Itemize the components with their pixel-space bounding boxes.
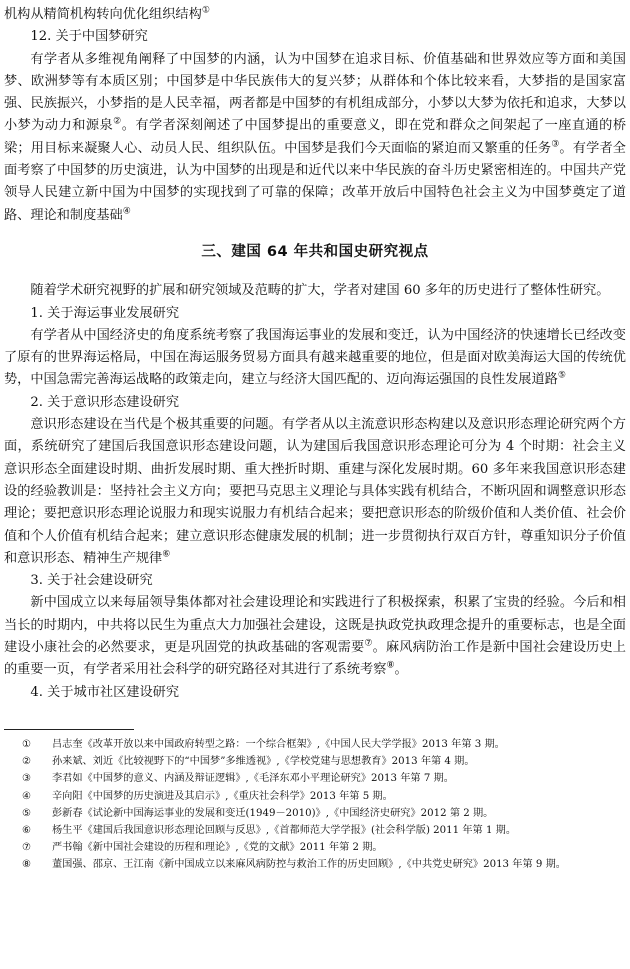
footnote-ref[interactable]: ⑦ <box>364 638 373 649</box>
subsection-title-3: 3. 关于社会建设研究 <box>30 573 153 589</box>
footnote-text: 辛向阳《中国梦的历史演进及其启示》,《重庆社会科学》2013 年第 5 期。 <box>52 790 393 802</box>
footnote-text: 孙来斌、刘近《比较视野下的“中国梦”多维透视》,《学校党建与思想教育》2013 年第 4 期。 <box>52 756 475 768</box>
footnote-ref[interactable]: ⑤ <box>557 371 566 382</box>
footnote-item <box>4 805 626 822</box>
paragraph-intro: 随着学术研究视野的扩展和研究领域及范畴的扩大，学者对建国 60 多年的历史进行了整体性研究。 <box>30 283 610 299</box>
footnote-number: ④ <box>22 790 32 802</box>
paragraph-chinese-dream <box>4 49 626 227</box>
footnote-number: ③ <box>22 773 32 785</box>
footnote-ref[interactable]: ④ <box>122 206 131 217</box>
footnote-text: 严书翰《新中国社会建设的历程和理论》,《党的文献》2011 年第 2 期。 <box>52 842 383 854</box>
paragraph-shipping <box>4 325 626 392</box>
paragraph-text: 有学者从多维视角阐释了中国梦的内涵，认为中国梦在追求目标、价值基础和世界效应等方面和美国梦、欧洲梦等有本质区别；中国梦是中华民族伟大的复兴梦；从群体和个体比较来看，大梦指的是国家富强、民族振兴，小梦指的是人民幸福，两者都是中国梦的有机组成部分，小梦以大梦为依托和追求，大梦以小梦为动力和源泉 <box>4 51 626 134</box>
footnote-number: ⑧ <box>22 859 32 871</box>
footnote-item <box>4 856 626 873</box>
subsection-title-4: 4. 关于城市社区建设研究 <box>30 684 180 700</box>
footnote-item <box>4 770 626 787</box>
paragraph-text: 。有学者全面考察了中国梦的历史演进，认为中国梦的出现是和近代以来中华民族的奋斗历史紧密相连的。中国共产党领导人民建立新中国为中国梦的实现找到了可靠的保障；改革开放后中国特色社会主义为中国梦奠定了道路、理论和制度基础 <box>4 140 626 223</box>
footnote-ref[interactable]: ① <box>201 5 210 16</box>
paragraph-social <box>4 592 626 681</box>
paragraph-text: 机构从精简机构转向优化组织结构 <box>4 7 202 22</box>
footnote-item <box>4 753 626 770</box>
footnote-item <box>4 736 626 753</box>
footnote-item <box>4 822 626 839</box>
paragraph-text: 。 <box>394 662 408 678</box>
subsection-title-12: 12. 关于中国梦研究 <box>30 29 148 45</box>
paragraph-continuation <box>4 4 626 26</box>
footnote-number: ⑥ <box>22 824 32 836</box>
paragraph-text: 有学者从中国经济史的角度系统考察了我国海运事业的发展和变迁，认为中国经济的快速增长已经改变了原有的世界海运格局，中国在海运服务贸易方面具有越来越重要的地位，但是面对欧美海运大国的传统优势，中国急需完善海运战略的政策走向，建立与经济大国匹配的、迈向海运强国的良性发展道路 <box>4 327 626 388</box>
paragraph-text: 。有学者深刻阐述了中国梦提出的重要意义，即在党和群众之间架起了一座直通的桥梁；用目标来凝聚人心、动员人民、组织队伍。中国梦是我们今天面临的紧迫而又繁重的任务 <box>4 118 627 156</box>
footnote-number: ⑦ <box>22 842 32 854</box>
footnote-ref[interactable]: ② <box>113 117 122 128</box>
footnote-divider <box>4 729 134 730</box>
footnote-number: ② <box>22 756 32 768</box>
footnotes <box>4 736 626 874</box>
paragraph-text: 新中国成立以来每届领导集体都对社会建设理论和实践进行了积极探索，积累了宝贵的经验。今后和相当长的时期内，中共将以民生为重点大力加强社会建设，这既是执政党执政理念提升的重要标志，也是全面建设小康社会的必然要求，更是巩固党的执政基础的客观需要 <box>4 595 626 656</box>
footnote-text: 杨生平《建国后我国意识形态理论回顾与反思》,《首都师范大学学报》(社会科学版) 2011 年第 1 期。 <box>52 824 517 836</box>
paragraph-text: 。麻风病防治工作是新中国社会建设历史上的重要一页，有学者采用社会科学的研究路径对其进行了系统考察 <box>4 640 626 678</box>
footnote-number: ⑤ <box>22 807 32 819</box>
subsection-title-2: 2. 关于意识形态建设研究 <box>30 394 180 410</box>
footnote-ref[interactable]: ⑧ <box>386 660 395 671</box>
footnote-text: 李君如《中国梦的意义、内涵及辩证逻辑》,《毛泽东邓小平理论研究》2013 年第 7 期。 <box>52 773 454 785</box>
footnote-item <box>4 788 626 805</box>
footnote-text: 董国强、邵京、王江南《新中国成立以来麻风病防控与救治工作的历史回顾》,《中共党史研究》2013 年第 9 期。 <box>52 859 566 871</box>
paragraph-text: 意识形态建设在当代是个极其重要的问题。有学者从以主流意识形态构建以及意识形态理论研究两个方面，系统研究了建国后我国意识形态建设问题，认为建国后我国意识形态理论可分为 4 个时期：社会主义意识形态全面建设时期、曲折发展时期、重大挫折时期、重建与深化发展时期。60 多年来我国意识形态建设的经验教训是：坚持社会主义方向；要把马克思主义理论与具体实践有机结合，不断巩固和调整意识形态理论；要把意识形态理论说服力和现实说服力有机结合起来；要把意识形态的阶级价值和人类价值、社会价值和个人价值有机结合起来；建立意识形态健康发展的机制；进一步贯彻执行双百方针，尊重知识分子价值和意识形态、精神生产规律 <box>4 417 626 566</box>
subsection-title-1: 1. 关于海运事业发展研究 <box>30 305 180 321</box>
section-heading: 三、建国 64 年共和国史研究视点 <box>201 243 429 260</box>
footnote-text: 彭新春《试论新中国海运事业的发展和变迁(1949－2010)》,《中国经济史研究》2012 第 2 期。 <box>52 807 494 819</box>
footnote-text: 吕志奎《改革开放以来中国政府转型之路：一个综合框架》,《中国人民大学学报》2013 年第 3 期。 <box>52 738 505 750</box>
paragraph-ideology <box>4 414 626 570</box>
footnote-ref[interactable]: ⑥ <box>162 549 171 560</box>
footnote-number: ① <box>22 738 32 750</box>
footnote-item <box>4 839 626 856</box>
footnote-ref[interactable]: ③ <box>551 139 560 150</box>
